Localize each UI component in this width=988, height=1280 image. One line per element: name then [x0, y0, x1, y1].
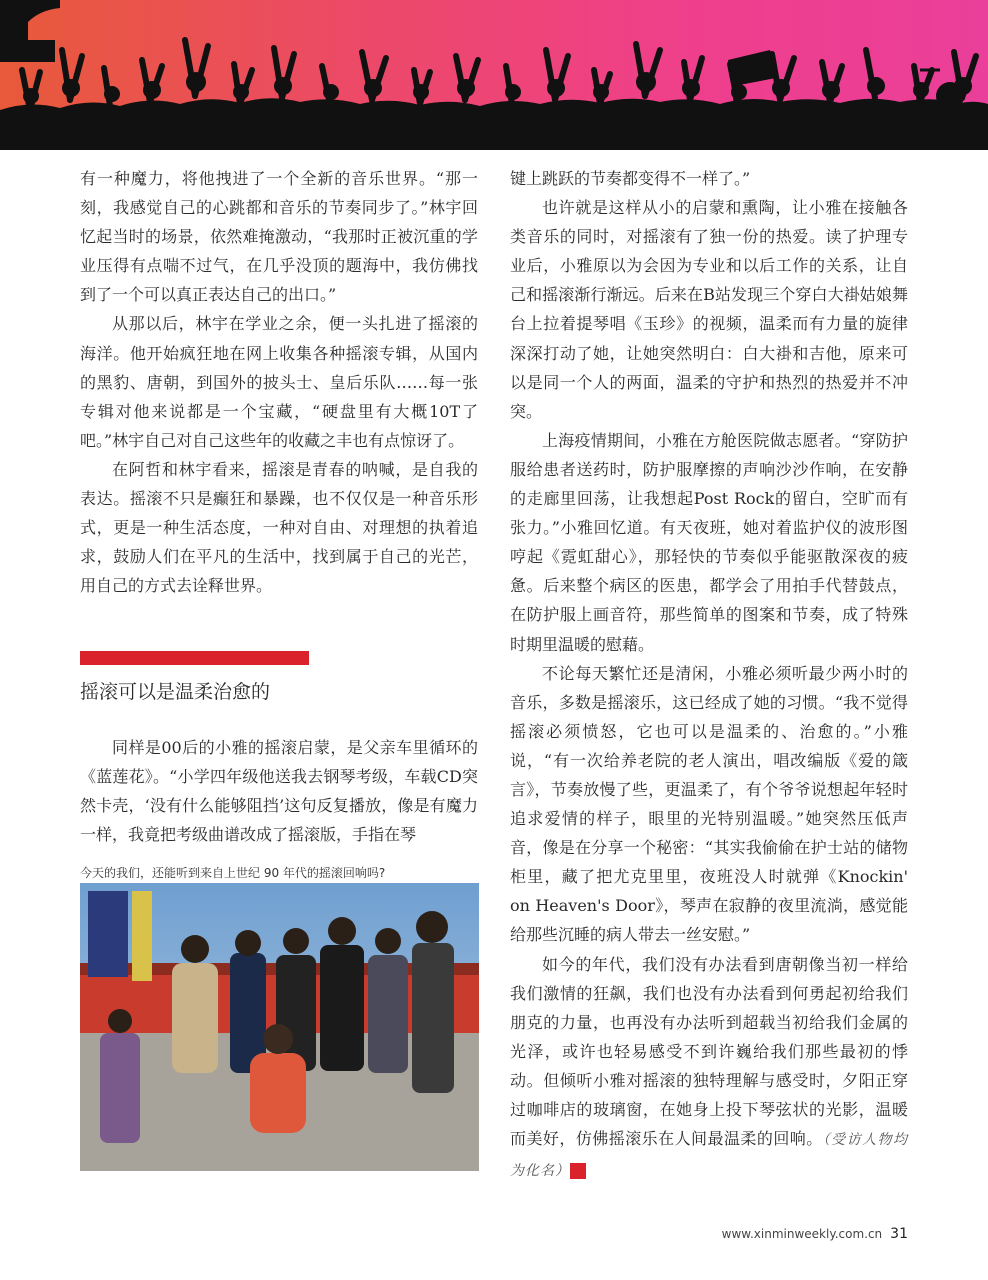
- page-footer: [722, 1226, 908, 1242]
- right-column: [510, 164, 908, 1186]
- body-paragraph: 也许就是这样从小的启蒙和熏陶，让小雅在接触各类音乐的同时，对摇滚有了独一份的热爱。读了护理专业后，小雅原以为会因为专业和以后工作的关系，让自己和摇滚渐行渐远。后来在B站发现三个穿白大褂姑娘舞台上拉着提琴唱《玉珍》的视频，温柔而有力量的旋律深深打动了她，让她突然明白：白大褂和吉他，原来可以是同一个人的两面，温柔的守护和热烈的热爱并不冲突。: [510, 198, 908, 421]
- body-paragraph: 不论每天繁忙还是清闲，小雅必须听最少两小时的音乐，多数是摇滚乐，这已经成了她的习惯。“我不觉得摇滚必须愤怒，它也可以是温柔的、治愈的。”小雅说，“有一次给养老院的老人演出，唱改编版《爱的箴言》，节奏放慢了些，更温柔了，有个爷爷说想起年轻时追求爱情的样子，眼里的光特别温暖。”她突然压低声音，像是在分享一个秘密：“其实我偷偷在护士站的储物柜里，藏了把尤克里里，夜班没人时就弹《Knockin' on Heaven's Door》，琴声在寂静的夜里流淌，感觉能给那些沉睡的病人带去一丝安慰。”: [510, 663, 908, 945]
- left-column: [80, 164, 478, 600]
- end-mark-icon: 民: [570, 1163, 586, 1179]
- band-photo: [80, 883, 479, 1171]
- interviewee-credit: （受访人物均为化名）: [510, 1132, 908, 1180]
- body-paragraph: 键上跳跃的节奏都变得不一样了。”: [510, 169, 751, 188]
- body-paragraph: 同样是00后的小雅的摇滚启蒙，是父亲车里循环的《蓝莲花》。“小学四年级他送我去钢琴考级，车载CD突然卡壳，‘没有什么能够阻挡’这句反复播放，像是有魔力一样，我竟把考级曲谱改成了摇滚版，手指在琴: [80, 738, 478, 845]
- concert-crowd-silhouette: [0, 0, 988, 150]
- section-accent-bar: [80, 651, 309, 665]
- left-column-section: [80, 733, 478, 849]
- body-paragraph: 在阿哲和林宇看来，摇滚是青春的呐喊，是自我的表达。摇滚不只是癫狂和暴躁，也不仅仅是一种音乐形式，更是一种生活态度，一种对自由、对理想的执着追求，鼓励人们在平凡的生活中，找到属于自己的光芒，用自己的方式去诠释世界。: [80, 459, 478, 596]
- page-number: 31: [890, 1226, 908, 1242]
- body-paragraph: 从那以后，林宇在学业之余，便一头扎进了摇滚的海洋。他开始疯狂地在网上收集各种摇滚专辑，从国内的黑豹、唐朝，到国外的披头士、皇后乐队……每一张专辑对他来说都是一个宝藏，“硬盘里有大概10T了吧。”林宇自己对自己这些年的收藏之丰也有点惊讶了。: [80, 314, 478, 450]
- body-paragraph: [510, 950, 908, 1187]
- closing-paragraph-text: 如今的年代，我们没有办法看到唐朝像当初一样给我们激情的狂飙，我们也没有办法看到何勇起初给我们朋克的力量，也再没有办法听到超载当初给我们金属的光泽，或许也轻易感受不到许巍给我们那些最初的悸动。但倾听小雅对摇滚的独特理解与感受时，夕阳正穿过咖啡店的玻璃窗，在她身上投下琴弦状的光影，温暖而美好，仿佛摇滚乐在人间最温柔的回响。: [510, 954, 908, 1149]
- body-paragraph: 有一种魔力，将他拽进了一个全新的音乐世界。“那一刻，我感觉自己的心跳都和音乐的节奏同步了。”林宇回忆起当时的场景，依然难掩激动，“我那时正被沉重的学业压得有点喘不过气，在几乎没顶的题海中，我仿佛找到了一个可以真正表达自己的出口。”: [80, 169, 478, 305]
- band-photo-illustration: [80, 883, 479, 1171]
- footer-url: www.xinminweekly.com.cn: [721, 1227, 883, 1241]
- header-banner: [0, 0, 988, 150]
- photo-caption: 今天的我们，还能听到来自上世纪 90 年代的摇滚回响吗?: [80, 866, 386, 880]
- section-title: 摇滚可以是温柔治愈的: [80, 681, 271, 703]
- body-paragraph: 上海疫情期间，小雅在方舱医院做志愿者。“穿防护服给患者送药时，防护服摩擦的声响沙沙作响，在安静的走廊里回荡，让我想起Post Rock的留白，空旷而有张力。”小雅回忆道。有天夜班，她对着监护仪的波形图哼起《霓虹甜心》，那轻快的节奏似乎能驱散深夜的疲惫。后来整个病区的医患，都学会了用拍手代替鼓点，在防护服上画音符，那些简单的图案和节奏，成了特殊时期里温暖的慰藉。: [510, 430, 908, 654]
